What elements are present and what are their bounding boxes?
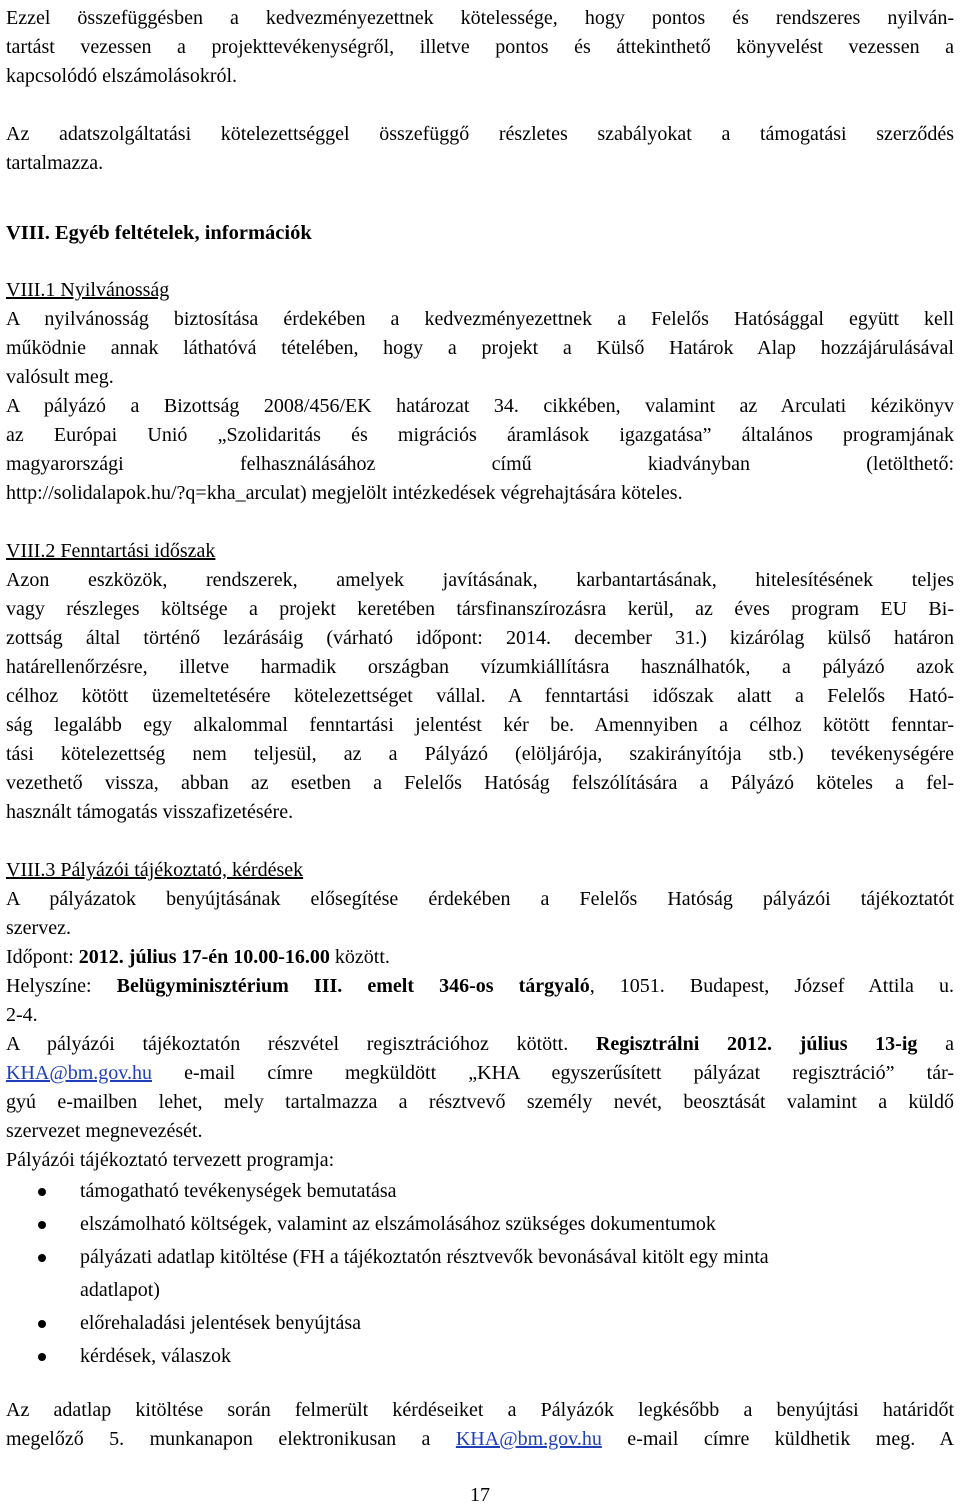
s1-line-2: működnie annak láthatóvá tételében, hogy a projekt a Külső Határok Alap hozzájárulásával [6,337,954,359]
intro-p1-line-3: kapcsolódó elszámolásokról. [6,65,238,87]
s3-place-line [6,972,954,1001]
bullet-icon [38,1353,46,1361]
s2-line-3: zottság által történő lezárásáig (várható időpont: 2014. december 31.) kizárólag külső határon [6,627,954,649]
time-label: Időpont: [6,946,79,968]
s3-heading: VIII.3 Pályázói tájékoztató, kérdések [6,859,304,881]
s3-reg-line-3: gyú e-mailben lehet, mely tartalmazza a résztvevő személy nevét, beosztását valamint a küldő [6,1091,954,1113]
intro-p2-line-1: Az adatszolgáltatási kötelezettséggel összefüggő részletes szabályokat a támogatási szerződés [6,123,954,145]
closing-post: e-mail címre küldhetik meg. A [601,1428,954,1450]
s2-line-4: határellenőrzésre, illetve harmadik országban vízumkiállításra használhatók, a pályázó azok [6,656,954,678]
s3-place-cont: 2-4. [6,1004,38,1026]
s2-line-2: vagy részleges költsége a projekt keretében társfinanszírozásra kerül, az éves program EU Bi- [6,598,954,620]
s2-line-7: tási kötelezettség nem teljesül, az a Pályázó (elöljárója, szakirányítója stb.) tevékenységére [6,743,954,765]
time-suffix: között. [329,946,390,968]
bullet-icon [38,1254,46,1262]
s2-line-6: ság legalább egy alkalommal fenntartási jelentést kér be. Amennyiben a célhoz kötött fenntar- [6,714,954,736]
list-item: kérdések, válaszok [0,1340,960,1373]
reg-deadline: Regisztrálni 2012. július 13-ig [595,1033,918,1055]
s1-heading: VIII.1 Nyilvánosság [6,279,170,301]
s1-line-3: valósult meg. [6,366,114,388]
reg-post: a [917,1033,954,1055]
s2-line-9: használt támogatás visszafizetésére. [6,801,294,823]
list-item: pályázati adatlap kitöltése (FH a tájékoztatón résztvevők bevonásával kitölt egy minta adatlapot) [0,1241,960,1307]
closing-pre: megelőző 5. munkanapon elektronikusan a [6,1428,456,1450]
s1-line-4: A pályázó a Bizottság 2008/456/EK határozat 34. cikkében, valamint az Arculati kézikönyv [6,395,954,417]
bullet-icon [38,1188,46,1196]
s3-reg-line-4: szervezet megnevezését. [6,1120,203,1142]
intro-p1-line-1: Ezzel összefüggésben a kedvezményezettnek kötelessége, hogy pontos és rendszeres nyilván- [6,7,954,29]
place-label: Helyszíne: [6,975,117,997]
email-link[interactable]: KHA@bm.gov.hu [6,1062,153,1084]
s3-time-line [6,943,954,972]
s3-reg-line-2 [6,1059,954,1088]
intro-p2-line-2: tartalmazza. [6,152,104,174]
bullet-icon [38,1221,46,1229]
place-value: Belügyminisztérium III. emelt 346-os tárgyaló [116,975,590,997]
s3-reg-line-1 [6,1030,954,1059]
intro-p1-line-2: tartást vezessen a projekttevékenységről, illetve pontos és áttekinthető könyvelést vezessen a [6,36,954,58]
list-item: támogatható tevékenységek bemutatása [0,1175,960,1208]
reg-line-2-text: e-mail címre megküldött „KHA egyszerűsített pályázat regisztráció” tár- [152,1062,954,1084]
page-number: 17 [470,1484,490,1506]
program-title: Pályázói tájékoztató tervezett programja: [6,1149,335,1171]
list-item: előrehaladási jelentések benyújtása [0,1307,960,1340]
program-list [0,1175,960,1373]
email-link-2[interactable]: KHA@bm.gov.hu [455,1428,602,1450]
list-item: elszámolható költségek, valamint az elszámolásához szükséges dokumentumok [0,1208,960,1241]
s1-line-5: az Európai Unió „Szolidaritás és migrációs áramlások igazgatása” általános programjának [6,424,954,446]
s3-line-1: A pályázatok benyújtásának elősegítése érdekében a Felelős Hatóság pályázói tájékoztatót [6,888,954,910]
s2-heading: VIII.2 Fenntartási időszak [6,540,216,562]
bullet-icon [38,1320,46,1328]
closing-line-1: Az adatlap kitöltése során felmerült kérdéseiket a Pályázók legkésőbb a benyújtási határidőt [6,1399,954,1421]
s2-line-5: célhoz kötött üzemeltetésére kötelezettséget vállal. A fenntartási időszak alatt a Felelős Ható- [6,685,954,707]
s1-line-1: A nyilvánosság biztosítása érdekében a kedvezményezettnek a Felelős Hatósággal együtt kell [6,308,954,330]
s2-line-1: Azon eszközök, rendszerek, amelyek javításának, karbantartásának, hitelesítésének teljes [6,569,954,591]
time-value: 2012. július 17-én 10.00-16.00 [78,946,330,968]
place-suffix: , 1051. Budapest, József Attila u. [589,975,954,997]
s3-line-2: szervez. [6,917,71,939]
section-title: VIII. Egyéb feltételek, információk [6,222,312,244]
reg-pre: A pályázói tájékoztatón részvétel regisztrációhoz kötött. [6,1033,596,1055]
s1-line-6: magyarországi felhasználásához című kiadványban (letölthető: [6,453,954,475]
s2-line-8: vezethető vissza, abban az esetben a Felelős Hatóság felszólítására a Pályázó köteles a fel- [6,772,954,794]
closing-line-2 [6,1425,954,1454]
s1-line-7: http://solidalapok.hu/?q=kha_arculat) megjelölt intézkedések végrehajtására köteles. [6,482,683,504]
